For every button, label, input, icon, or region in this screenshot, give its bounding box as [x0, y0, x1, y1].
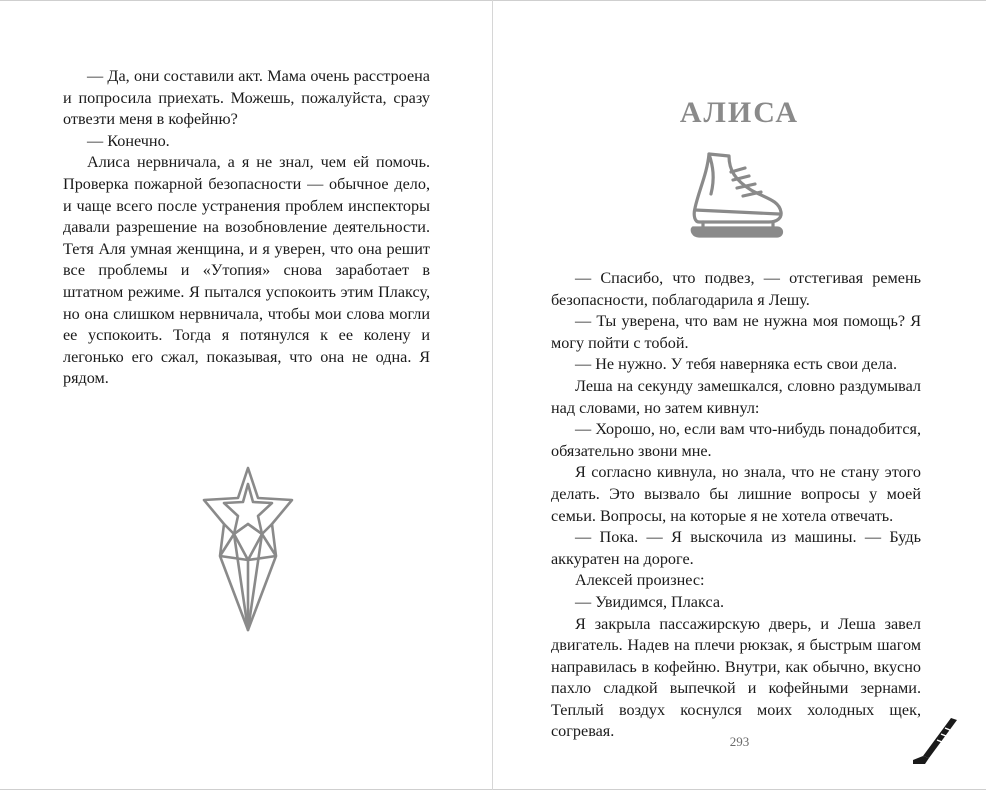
- skate-icon: [689, 150, 789, 242]
- paragraph: Я закрыла пассажирскую дверь, и Леша завел двигатель. Надев на плечи рюкзак, я быстрым шагом направилась в кофейню. Внутри, как обычно, вкусно пахло сладкой выпечкой и кофейными зернами. Теплый воздух коснулся моих холодных щек, согревая.: [551, 614, 921, 741]
- hockey-stick-icon: [911, 716, 961, 768]
- left-page-text: [63, 66, 430, 390]
- page-number: 293: [729, 734, 750, 749]
- paragraph: — Конечно.: [87, 131, 170, 150]
- paragraph: — Спасибо, что подвез, — отстегивая ремень безопасности, поблагодарила я Лешу.: [551, 269, 921, 309]
- paragraph: — Ты уверена, что вам не нужна моя помощь? Я могу пойти с тобой.: [551, 312, 921, 352]
- paragraph: — Да, они составили акт. Мама очень расстроена и попросила приехать. Можешь, пожалуйста, сразу отвезти меня в кофейню?: [63, 67, 430, 129]
- paragraph: Леша на секунду замешкался, словно раздумывал над словами, но затем кивнул:: [551, 376, 921, 417]
- paragraph: Алиса нервничала, а я не знал, чем ей помочь. Проверка пожарной безопасности — обычное дело, и чаще всего после устранения проблем инспекторы давали разрешение на возобновление деятельности. Тетя Аля умная женщина, и я уверен, что она решит все проблемы и «Утопия» снова заработает в штатном режиме. Я пытался успокоить этим Плаксу, но она слишком нервничала, чтобы мои слова могли ее успокоить. Тогда я потянулся к ее колену и легонько его сжал, показывая, что она не одна. Я рядом.: [63, 153, 430, 388]
- paragraph: — Хорошо, но, если вам что-нибудь понадобится, обязательно звони мне.: [551, 420, 921, 460]
- star-icon: [202, 464, 294, 634]
- paragraph: — Увидимся, Плакса.: [575, 592, 725, 611]
- right-page: [493, 0, 986, 790]
- paragraph: Алексей произнес:: [575, 571, 705, 590]
- paragraph: Я согласно кивнула, но знала, что не стану этого делать. Это вызвало бы лишние вопросы у моей семьи. Вопросы, на которые я не хотела отвечать.: [551, 463, 921, 525]
- left-page: [0, 0, 492, 790]
- paragraph: — Не нужно. У тебя наверняка есть свои дела.: [575, 355, 897, 374]
- right-page-text: [551, 268, 921, 743]
- paragraph: — Пока. — Я выскочила из машины. — Будь аккуратен на дороге.: [551, 528, 921, 568]
- chapter-title: АЛИСА: [679, 96, 800, 129]
